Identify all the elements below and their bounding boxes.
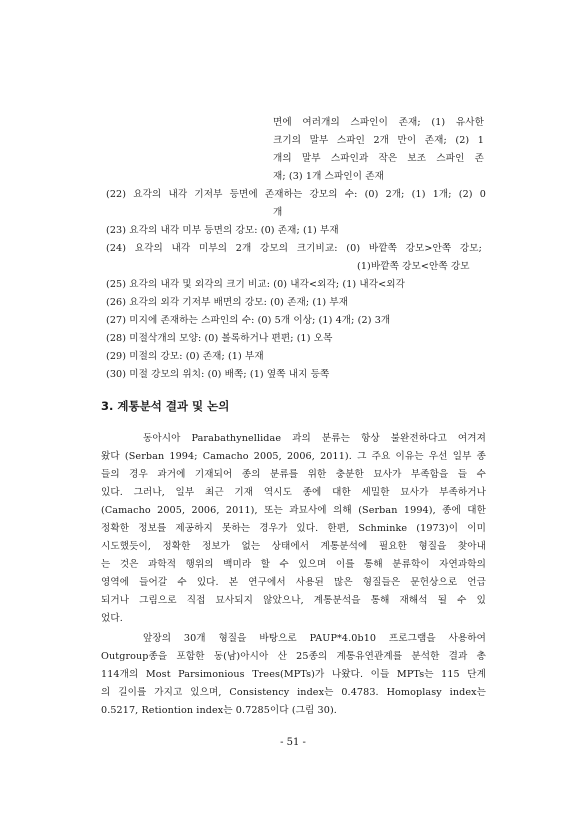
list-item: (28) 미절삭개의 모양: (0) 볼록하거나 편편; (1) 오목	[106, 333, 333, 344]
paragraph-line: 114개의 Most Parsimonious Trees(MPTs)가 나왔다. 이들 MPTs는 115 단계	[101, 669, 486, 680]
list-item: (24) 요각의 내각 미부의 2개 강모의 크기비교: (0) 바깥쪽 강모>안쪽 강모;	[106, 243, 482, 254]
paragraph-line: 앞장의 30개 형질을 바탕으로 PAUP*4.0b10 프로그램을 사용하여	[143, 633, 486, 644]
list-item: (27) 미지에 존재하는 스파인의 수: (0) 5개 이상; (1) 4개; (2) 3개	[106, 315, 391, 326]
paragraph-line: 되거나 그림으로 직접 묘사되지 않았으나, 계통분석을 통해 재해석 될 수 있	[101, 595, 486, 606]
paragraph-line: 왔다 (Serban 1994; Camacho 2005, 2006, 2011). 그 주요 이유는 우선 일부 종	[101, 451, 486, 462]
list-item: (29) 미절의 강모: (0) 존재; (1) 부재	[106, 351, 264, 362]
paragraph-line: 는 것은 과학적 행위의 백미라 할 수 있으며 이를 통해 분류학이 자연과학의	[101, 559, 486, 570]
paragraph-line: Outgroup종을 포함한 동(남)아시아 산 25종의 계통유연관계를 분석한 결과 총	[101, 651, 486, 662]
paragraph-line: 0.5217, Retiontion index는 0.7285이다 (그림 30).	[101, 705, 337, 716]
section-heading: 3. 계통분석 결과 및 논의	[101, 399, 230, 413]
page-number: - 51 -	[280, 737, 306, 748]
paragraph-line: 영역에 들어갈 수 있다. 본 연구에서 사용된 많은 형질들은 문헌상으로 언급	[101, 577, 486, 588]
list-item: (1)바깥쪽 강모<안쪽 강모	[357, 261, 470, 272]
paragraph-line: 있다. 그러나, 일부 최근 기재 역시도 종에 대한 세밀한 묘사가 부족하거나	[101, 487, 486, 498]
list-item: (22) 요각의 내각 기저부 등면에 존재하는 강모의 수: (0) 2개; (1) 1개; (2) 0	[106, 189, 486, 200]
list-item: 개	[273, 207, 283, 218]
paragraph-line: 시도했듯이, 정확한 정보가 없는 상태에서 계통분석에 필요한 형질을 찾아내	[101, 541, 486, 552]
list-item: (25) 요각의 내각 및 외각의 크기 비교: (0) 내각<외각; (1) 내각<외각	[106, 279, 406, 290]
paragraph-line: 었다.	[101, 613, 123, 624]
cont-line: 크기의 말부 스파인 2개 만이 존재; (2) 1	[273, 135, 484, 146]
cont-line: 개의 말부 스파인과 작은 보조 스파인 존	[273, 153, 484, 164]
paragraph-line: 정확한 정보를 제공하지 못하는 경우가 있다. 한편, Schminke (1973)이 이미	[101, 523, 486, 534]
paragraph-line: 동아시아 Parabathynellidae 과의 분류는 항상 불완전하다고 여겨져	[143, 433, 486, 444]
list-item: (23) 요각의 내각 미부 등면의 강모: (0) 존재; (1) 부재	[106, 225, 339, 236]
paragraph-line: (Camacho 2005, 2006, 2011), 또는 과묘사에 의해 (Serban 1994), 종에 대한	[101, 505, 486, 516]
paragraph-line: 의 길이를 가지고 있으며, Consistency index는 0.4783. Homoplasy index는	[101, 687, 486, 698]
paragraph-line: 들의 경우 과거에 기재되어 종의 분류를 위한 충분한 묘사가 부족함을 들 수	[101, 469, 486, 480]
cont-line: 재; (3) 1개 스파인이 존재	[273, 171, 384, 182]
list-item: (26) 요각의 외각 기저부 배면의 강모: (0) 존재; (1) 부재	[106, 297, 349, 308]
cont-line: 면에 여러개의 스파인이 존재; (1) 유사한	[273, 117, 484, 128]
list-item: (30) 미절 강모의 위치: (0) 배쪽; (1) 옆쪽 내지 등쪽	[106, 369, 330, 380]
